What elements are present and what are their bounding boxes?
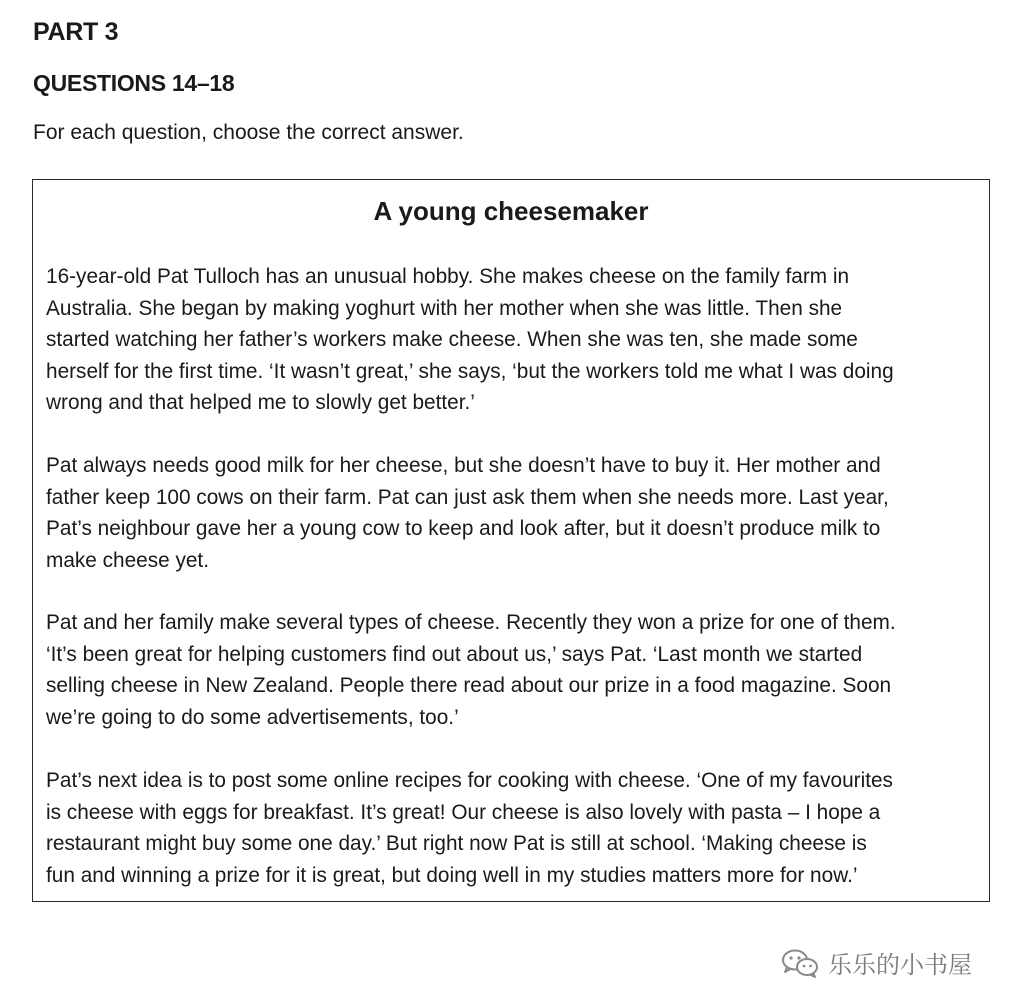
watermark xyxy=(780,945,972,980)
watermark-text: 乐乐的小书屋 xyxy=(828,951,972,979)
article-paragraph-1: 16-year-old Pat Tulloch has an unusual hobby. She makes cheese on the family farm in Australia. She began by making yoghurt with her mother when she was little. Then she started watching her father’s workers make cheese. When she was ten, she made some herself for the first time. ‘It wasn’t great,’ she says, ‘but the workers told me what I was doing wrong and that helped me to slowly get better.’ xyxy=(46,265,894,414)
article-title: A young cheesemaker xyxy=(373,196,649,226)
instruction-text: For each question, choose the correct answer. xyxy=(33,121,464,144)
article-paragraph-4: Pat’s next idea is to post some online recipes for cooking with cheese. ‘One of my favourites is cheese with eggs for breakfast. It’s great! Our cheese is also lovely with pasta – I hope a restaurant might buy some one day.’ But right now Pat is still at school. ‘Making cheese is fun and winning a prize for it is great, but doing well in my studies matters more for now.’ xyxy=(46,769,893,887)
article-paragraph-3: Pat and her family make several types of cheese. Recently they won a prize for one of them. ‘It’s been great for helping customers find out about us,’ says Pat. ‘Last month we started selling cheese in New Zealand. People there read about our prize in a food magazine. Soon we’re going to do some advertisements, too.’ xyxy=(46,611,896,729)
article-paragraph-2: Pat always needs good milk for her cheese, but she doesn’t have to buy it. Her mother and father keep 100 cows on their farm. Pat can just ask them when she needs more. Last year, Pat’s neighbour gave her a young cow to keep and look after, but it doesn’t produce milk to make cheese yet. xyxy=(46,454,889,572)
wechat-icon xyxy=(780,948,820,978)
reading-text-box xyxy=(32,179,990,902)
part-heading: PART 3 xyxy=(33,18,119,46)
questions-heading: QUESTIONS 14–18 xyxy=(33,70,235,96)
